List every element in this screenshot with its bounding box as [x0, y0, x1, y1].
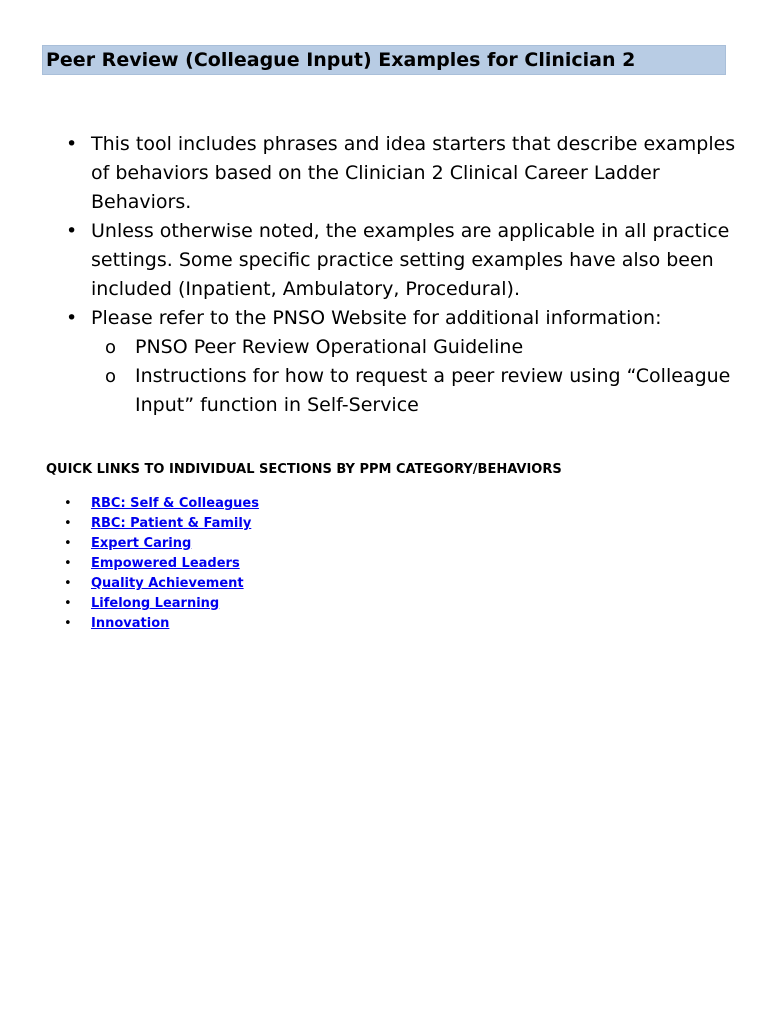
intro-item	[66, 130, 746, 217]
link-empowered-leaders[interactable]: Empowered Leaders	[91, 556, 240, 571]
quick-link-item	[64, 614, 259, 634]
sub-item-text: Instructions for how to request a peer review using “Colleague Input” function in Self-Service	[135, 365, 731, 416]
quick-link-item	[64, 534, 259, 554]
bullet-icon: •	[64, 596, 72, 611]
bullet-icon: •	[64, 496, 72, 511]
quick-links-list	[64, 494, 259, 634]
intro-item	[66, 304, 746, 420]
quick-link-item	[64, 514, 259, 534]
link-rbc-patient-family[interactable]: RBC: Patient & Family	[91, 516, 252, 531]
link-rbc-self-colleagues[interactable]: RBC: Self & Colleagues	[91, 496, 259, 511]
quick-link-item	[64, 594, 259, 614]
bullet-icon: •	[66, 220, 78, 242]
link-lifelong-learning[interactable]: Lifelong Learning	[91, 596, 220, 611]
sub-item	[91, 333, 746, 362]
quick-link-item	[64, 554, 259, 574]
sub-item-text: PNSO Peer Review Operational Guideline	[135, 336, 524, 358]
bullet-icon: •	[64, 556, 72, 571]
bullet-icon: •	[64, 616, 72, 631]
intro-text: Unless otherwise noted, the examples are applicable in all practice settings. Some specific practice setting examples have also been included (Inpatient, Ambulatory, Procedural).	[91, 220, 730, 300]
bullet-icon: •	[64, 516, 72, 531]
intro-item	[66, 217, 746, 304]
bullet-icon: •	[64, 576, 72, 591]
quick-link-item	[64, 574, 259, 594]
link-expert-caring[interactable]: Expert Caring	[91, 536, 192, 551]
circle-bullet-icon: o	[105, 337, 117, 358]
page-title: Peer Review (Colleague Input) Examples for Clinician 2	[46, 49, 636, 71]
circle-bullet-icon: o	[105, 366, 117, 387]
intro-text: This tool includes phrases and idea starters that describe examples of behaviors based on the Clinician 2 Clinical Career Ladder Behaviors.	[91, 133, 736, 213]
quick-links-heading: QUICK LINKS TO INDIVIDUAL SECTIONS BY PPM CATEGORY/BEHAVIORS	[46, 462, 562, 477]
quick-link-item	[64, 494, 259, 514]
bullet-icon: •	[66, 133, 78, 155]
link-innovation[interactable]: Innovation	[91, 616, 170, 631]
sub-item	[91, 362, 746, 420]
bullet-icon: •	[66, 307, 78, 329]
intro-list	[66, 130, 746, 420]
sub-list	[91, 333, 746, 420]
title-bar	[42, 45, 726, 75]
bullet-icon: •	[64, 536, 72, 551]
intro-text: Please refer to the PNSO Website for additional information:	[91, 307, 662, 329]
link-quality-achievement[interactable]: Quality Achievement	[91, 576, 244, 591]
